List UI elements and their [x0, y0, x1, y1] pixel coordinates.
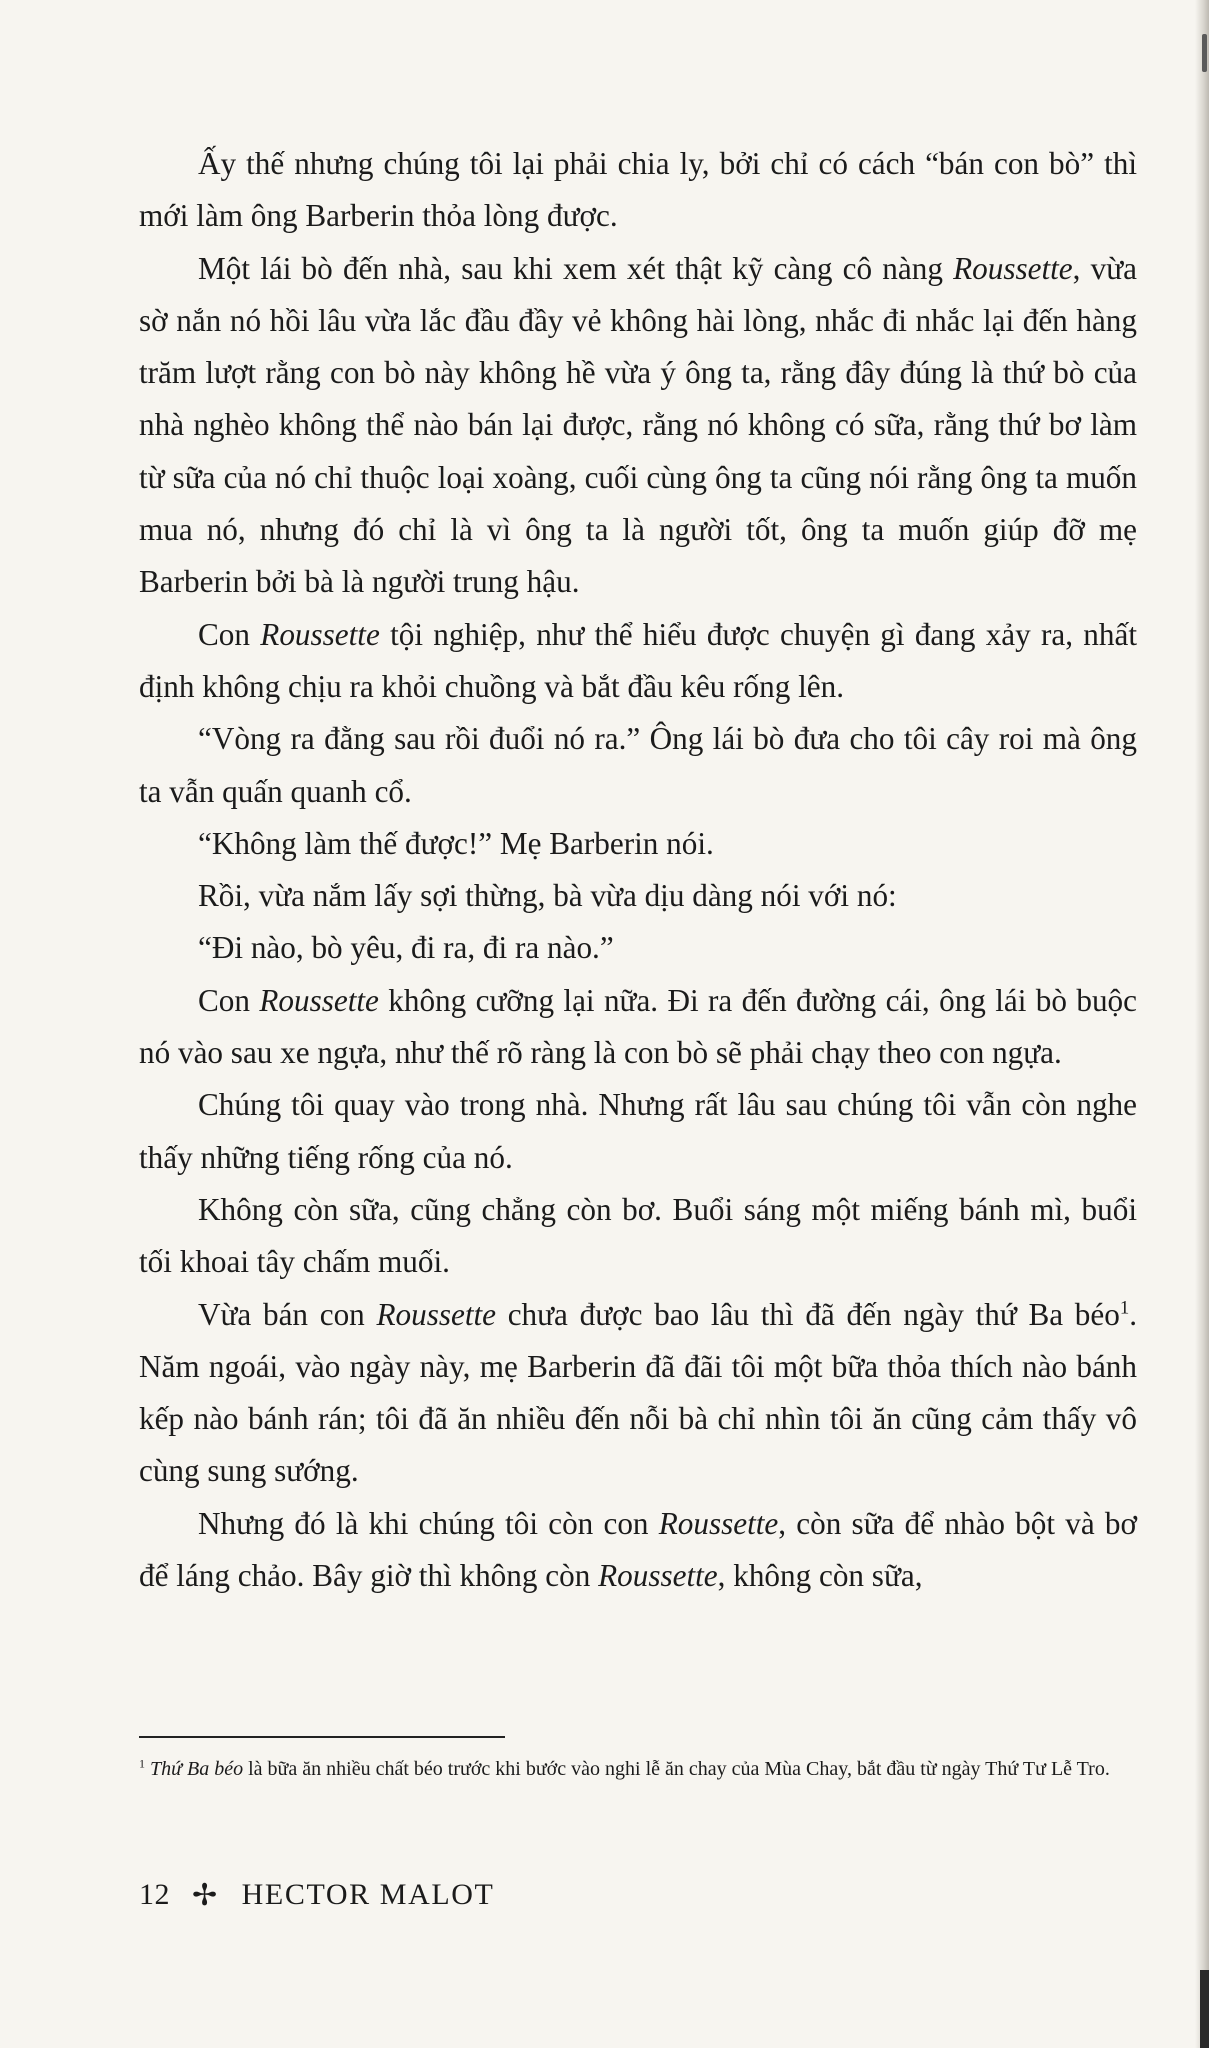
paragraph: Một lái bò đến nhà, sau khi xem xét thật kỹ càng cô nàng Roussette, vừa sờ nắn nó hồi lâu vừa lắc đầu đầy vẻ không hài lòng, nhắc đi nhắc lại đến hàng trăm lượt rằng con bò này không hề vừa ý ông ta, rằng đây đúng là thứ bò của nhà nghèo không thể nào bán lại được, rằng nó không có sữa, rằng thứ bơ làm từ sữa của nó chỉ thuộc loại xoàng, cuối cùng ông ta cũng nói rằng ông ta muốn mua nó, nhưng đó chỉ là vì ông ta là người tốt, ông ta muốn giúp đỡ mẹ Barberin bởi bà là người trung hậu.	[139, 250, 1137, 600]
author-name: HECTOR MALOT	[241, 1878, 495, 1911]
footnote	[139, 1754, 1137, 1785]
paragraph: “Đi nào, bò yêu, đi ra, đi ra nào.”	[198, 930, 614, 966]
paragraph: Vừa bán con Roussette chưa được bao lâu thì đã đến ngày thứ Ba béo$^1$. Năm ngoái, vào ngày này, mẹ Barberin đã đãi tôi một bữa thỏa thích nào bánh kếp nào bánh rán; tôi đã ăn nhiều đến nỗi bà chỉ nhìn tôi ăn cũng cảm thấy vô cùng sung sướng.	[139, 1296, 1137, 1489]
body-text	[139, 138, 1137, 1602]
footnote-text: là bữa ăn nhiều chất béo trước khi bước vào nghi lễ ăn chay của Mùa Chay, bắt đầu từ ngày Thứ Tư Lễ Tro.	[243, 1758, 1110, 1780]
running-footer	[139, 1870, 494, 1920]
paragraph: Ấy thế nhưng chúng tôi lại phải chia ly, bởi chỉ có cách “bán con bò” thì mới làm ông Barberin thỏa lòng được.	[139, 146, 1137, 234]
paragraph: Nhưng đó là khi chúng tôi còn con Roussette, còn sữa để nhào bột và bơ để láng chảo. Bây giờ thì không còn Roussette, không còn sữa,	[139, 1505, 1137, 1594]
page-edge-mark	[1202, 34, 1207, 72]
paragraph: Chúng tôi quay vào trong nhà. Nhưng rất lâu sau chúng tôi vẫn còn nghe thấy những tiếng rống của nó.	[139, 1087, 1137, 1175]
footnote-marker: 1	[139, 1756, 145, 1771]
paragraph: “Vòng ra đằng sau rồi đuổi nó ra.” Ông lái bò đưa cho tôi cây roi mà ông ta vẫn quấn quanh cổ.	[139, 721, 1137, 809]
paragraph: Rồi, vừa nắm lấy sợi thừng, bà vừa dịu dàng nói với nó:	[198, 878, 897, 914]
paragraph: Con Roussette không cưỡng lại nữa. Đi ra đến đường cái, ông lái bò buộc nó vào sau xe ngựa, như thế rõ ràng là con bò sẽ phải chạy theo con ngựa.	[139, 982, 1137, 1071]
footnote-term: Thứ Ba béo	[150, 1758, 244, 1780]
page-number: 12	[139, 1878, 170, 1911]
page-edge-mark	[1200, 1970, 1209, 2048]
paragraph: Không còn sữa, cũng chẳng còn bơ. Buổi sáng một miếng bánh mì, buổi tối khoai tây chấm muối.	[139, 1191, 1137, 1280]
ornament-icon: ✢	[192, 1878, 218, 1912]
paragraph: Con Roussette tội nghiệp, như thể hiểu được chuyện gì đang xảy ra, nhất định không chịu ra khỏi chuồng và bắt đầu kêu rống lên.	[139, 616, 1137, 704]
paragraph: “Không làm thế được!” Mẹ Barberin nói.	[198, 825, 714, 861]
page-edge-shadow	[1195, 0, 1209, 2048]
footnote-rule	[139, 1736, 505, 1738]
